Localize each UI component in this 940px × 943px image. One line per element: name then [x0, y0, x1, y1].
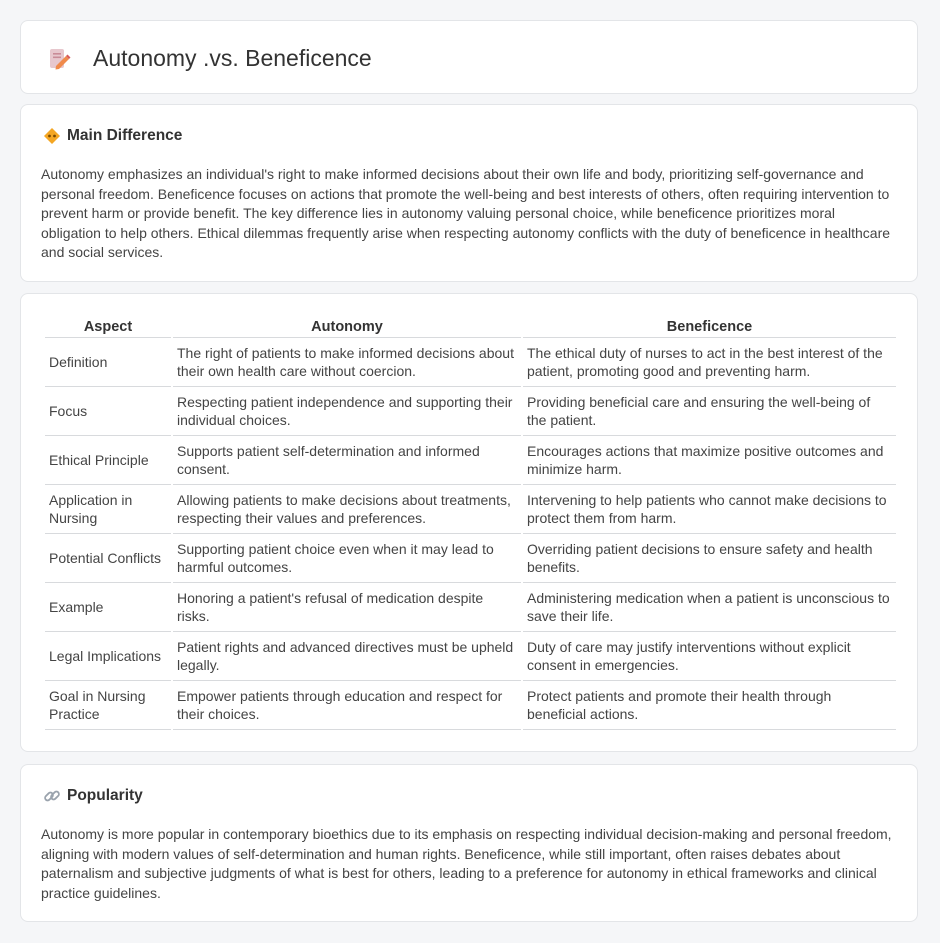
popularity-heading-row — [43, 787, 143, 805]
popularity-text: Autonomy is more popular in contemporary bioethics due to its emphasis on respecting individual decision-making and personal freedom, aligning with modern values of self-determination and human rights. Beneficence, while still important, often raises debates about paternalism and subjective judgments of what is best for others, leading to a preference for autonomy in ethical frameworks and clinical practice guidelines. — [41, 826, 892, 901]
page-title: Autonomy .vs. Beneficence — [93, 45, 372, 71]
title-row — [47, 45, 372, 72]
table-header-row — [45, 316, 896, 338]
popularity-card — [20, 764, 918, 922]
autonomy-cell: Supports patient self-determination and informed consent. — [173, 436, 521, 485]
aspect-cell: Definition — [45, 338, 171, 387]
header-card — [20, 20, 918, 94]
beneficence-cell: Administering medication when a patient is unconscious to save their life. — [523, 583, 896, 632]
aspect-cell: Potential Conflicts — [45, 534, 171, 583]
popularity-title: Popularity — [67, 787, 143, 804]
document-pen-icon — [47, 47, 71, 71]
link-icon — [43, 787, 61, 805]
main-difference-heading-row — [43, 127, 182, 145]
table-row — [45, 534, 896, 583]
aspect-cell: Focus — [45, 387, 171, 436]
table-row — [45, 436, 896, 485]
table-row — [45, 387, 896, 436]
comparison-card — [20, 293, 918, 752]
autonomy-cell: Supporting patient choice even when it may lead to harmful outcomes. — [173, 534, 521, 583]
autonomy-cell: The right of patients to make informed decisions about their own health care without coercion. — [173, 338, 521, 387]
table-row — [45, 632, 896, 681]
main-difference-text: Autonomy emphasizes an individual's right to make informed decisions about their own life and body, prioritizing self-governance and personal freedom. Beneficence focuses on actions that promote the well-being and best interests of others, often requiring intervention to prevent harm or provide benefit. The key difference lies in autonomy valuing personal choice, while beneficence prioritizes moral obligation to help others. Ethical dilemmas frequently arise when respecting autonomy conflicts with the duty of beneficence in healthcare and social services. — [41, 166, 891, 260]
beneficence-cell: Overriding patient decisions to ensure safety and health benefits. — [523, 534, 896, 583]
beneficence-cell: Providing beneficial care and ensuring the well-being of the patient. — [523, 387, 896, 436]
main-difference-card — [20, 104, 918, 282]
autonomy-cell: Empower patients through education and respect for their choices. — [173, 681, 521, 730]
beneficence-cell: Protect patients and promote their health through beneficial actions. — [523, 681, 896, 730]
beneficence-cell: The ethical duty of nurses to act in the best interest of the patient, promoting good and preventing harm. — [523, 338, 896, 387]
autonomy-cell: Patient rights and advanced directives must be upheld legally. — [173, 632, 521, 681]
autonomy-cell: Honoring a patient's refusal of medication despite risks. — [173, 583, 521, 632]
diamond-warning-icon — [43, 127, 61, 145]
column-header-aspect: Aspect — [45, 316, 171, 338]
table-row — [45, 583, 896, 632]
aspect-cell: Example — [45, 583, 171, 632]
column-header-beneficence: Beneficence — [523, 316, 896, 338]
autonomy-cell: Allowing patients to make decisions about treatments, respecting their values and preferences. — [173, 485, 521, 534]
aspect-cell: Ethical Principle — [45, 436, 171, 485]
column-header-autonomy: Autonomy — [173, 316, 521, 338]
beneficence-cell: Intervening to help patients who cannot make decisions to protect them from harm. — [523, 485, 896, 534]
beneficence-cell: Duty of care may justify interventions without explicit consent in emergencies. — [523, 632, 896, 681]
aspect-cell: Goal in Nursing Practice — [45, 681, 171, 730]
main-difference-title: Main Difference — [67, 127, 183, 144]
comparison-table — [43, 316, 898, 730]
table-row — [45, 338, 896, 387]
aspect-cell: Legal Implications — [45, 632, 171, 681]
table-row — [45, 681, 896, 730]
table-row — [45, 485, 896, 534]
autonomy-cell: Respecting patient independence and supporting their individual choices. — [173, 387, 521, 436]
aspect-cell: Application in Nursing — [45, 485, 171, 534]
beneficence-cell: Encourages actions that maximize positive outcomes and minimize harm. — [523, 436, 896, 485]
